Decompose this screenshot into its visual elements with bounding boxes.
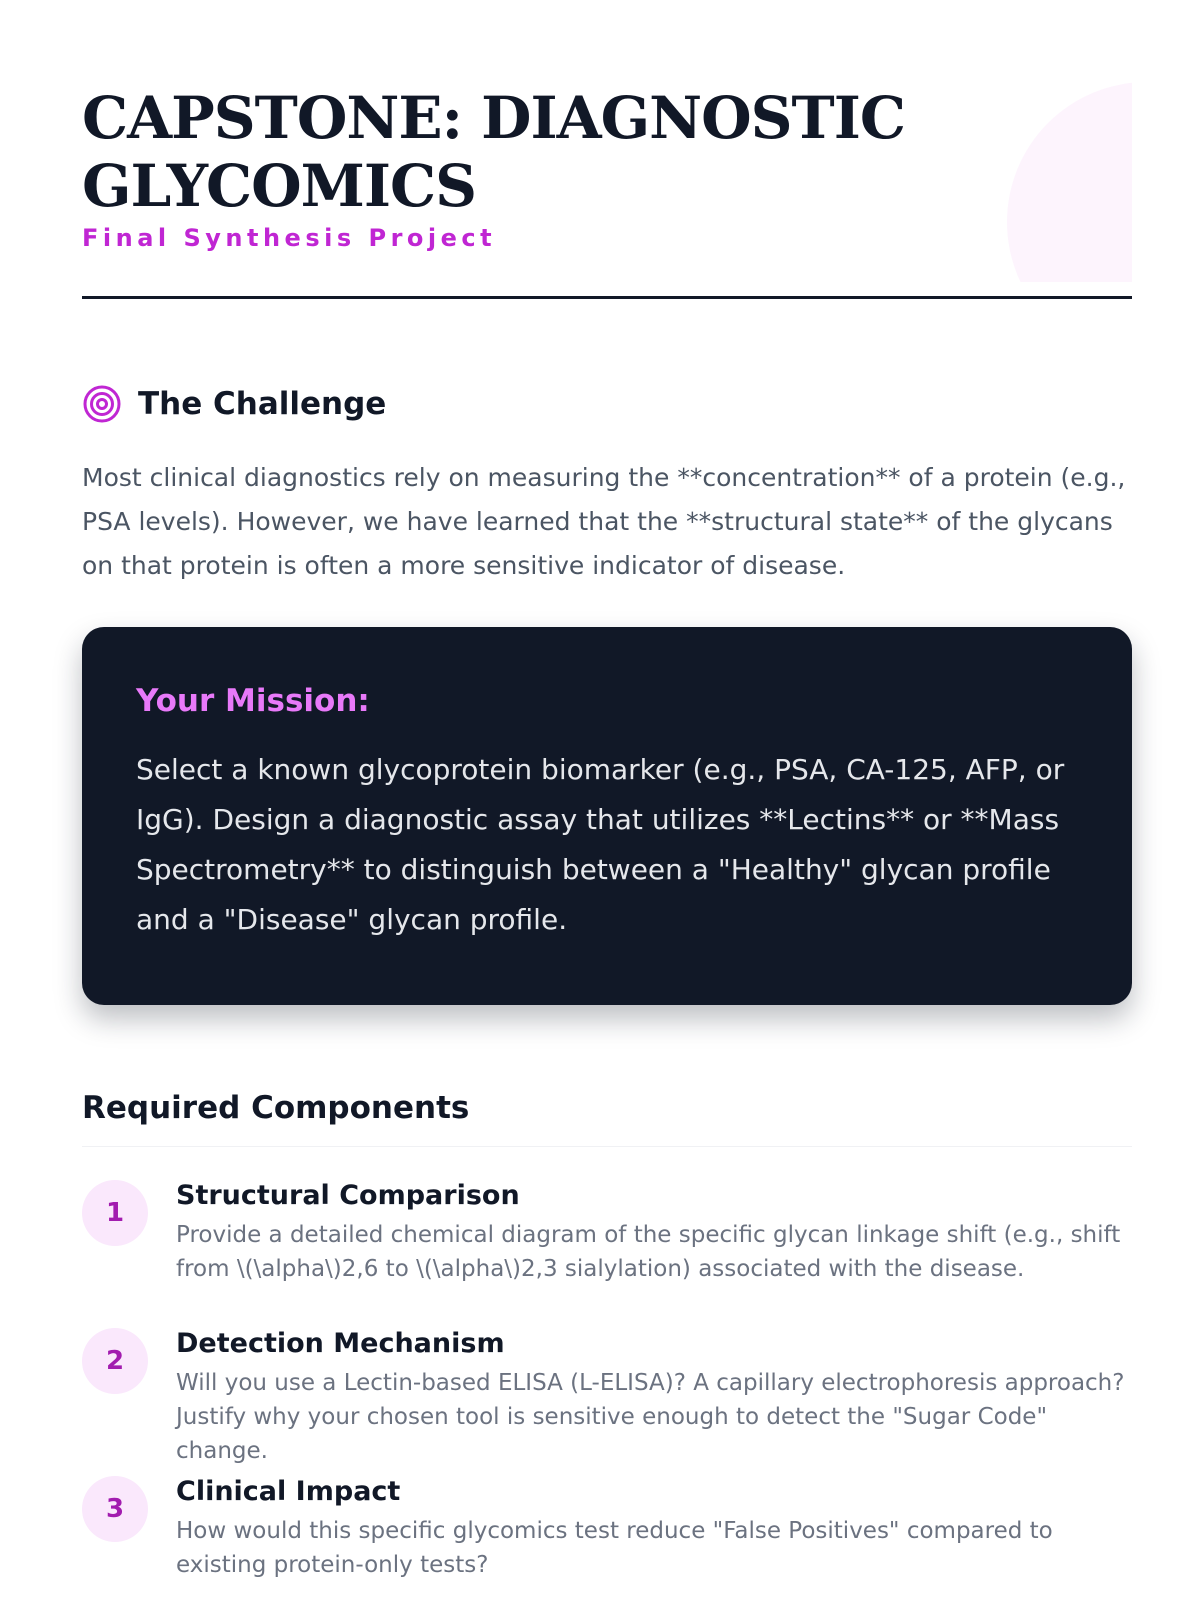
component-description: Will you use a Lectin-based ELISA (L-ELISA)? A capillary electrophoresis approach? Justify why your chosen tool is sensitive enough to detect the "Sugar Code" change. <box>176 1370 1125 1464</box>
target-icon <box>82 384 122 424</box>
page-subtitle: Final Synthesis Project <box>82 224 497 252</box>
decorative-circle <box>1007 82 1132 282</box>
header-divider <box>82 296 1132 299</box>
components-divider <box>82 1146 1132 1147</box>
challenge-title: The Challenge <box>138 386 387 422</box>
mission-title: Your Mission: <box>136 683 370 719</box>
component-number-badge: 2 <box>82 1328 148 1394</box>
component-title: Structural Comparison <box>176 1180 520 1211</box>
page-title: CAPSTONE: DIAGNOSTIC GLYCOMICS <box>82 84 906 220</box>
component-number-badge: 1 <box>82 1180 148 1246</box>
challenge-text: Most clinical diagnostics rely on measuring the **concentration** of a protein (e.g., PSA levels). However, we have learned that the **structural state** of the glycans on that protein is often a more sensitive indicator of disease. <box>82 463 1126 580</box>
component-description: Provide a detailed chemical diagram of the specific glycan linkage shift (e.g., shift from \(\alpha\)2,6 to \(\alpha\)2,3 sialylation) associated with the disease. <box>176 1222 1121 1282</box>
component-number-badge: 3 <box>82 1476 148 1542</box>
challenge-heading <box>82 382 386 426</box>
mission-text: Select a known glycoprotein biomarker (e.g., PSA, CA-125, AFP, or IgG). Design a diagnostic assay that utilizes **Lectins** or **Mass Spectrometry** to distinguish between a "Healthy" glycan profile and a "Disease" glycan profile. <box>136 753 1065 936</box>
page <box>82 0 1132 1600</box>
component-description: How would this specific glycomics test reduce "False Positives" compared to existing protein-only tests? <box>176 1518 1053 1578</box>
components-title: Required Components <box>82 1090 470 1126</box>
component-title: Detection Mechanism <box>176 1328 505 1359</box>
mission-card <box>82 627 1132 1005</box>
component-title: Clinical Impact <box>176 1476 401 1507</box>
